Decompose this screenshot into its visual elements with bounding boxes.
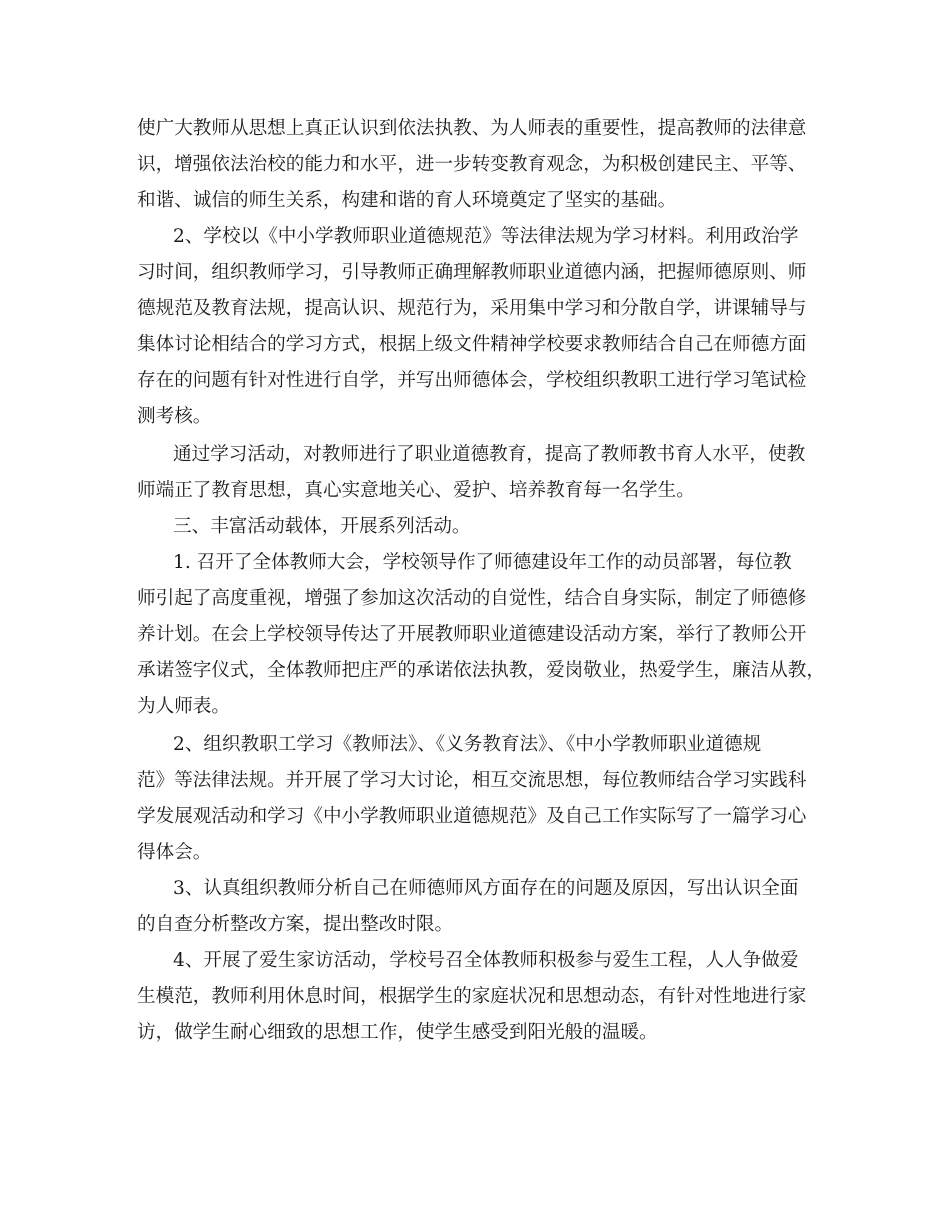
body-text-line: 存在的问题有针对性进行自学，并写出师德体会，学校组织教职工进行学习笔试检	[137, 370, 807, 391]
body-text-line: 识，增强依法治校的能力和水平，进一步转变教育观念，为积极创建民主、平等、	[137, 154, 807, 175]
body-text-line: 习时间，组织教师学习，引导教师正确理解教师职业道德内涵，把握师德原则、师	[137, 262, 807, 283]
body-text-line: 师端正了教育思想，真心实意地关心、爱护、培养教育每一名学生。	[137, 480, 695, 501]
body-text-line: 访，做学生耐心细致的思想工作，使学生感受到阳光般的温暖。	[137, 1022, 658, 1043]
body-text-line: 2、组织教职工学习《教师法》、《义务教育法》、《中小学教师职业道德规	[173, 734, 762, 755]
body-text-line: 承诺签字仪式，全体教师把庄严的承诺依法执教，爱岗敬业，热爱学生，廉洁从教，	[137, 660, 825, 681]
body-text-line: 2、学校以《中小学教师职业道德规范》等法律法规为学习材料。利用政治学	[173, 226, 799, 247]
body-text-line: 的自查分析整改方案，提出整改时限。	[137, 914, 454, 935]
body-text-line: 4、开展了爱生家访活动，学校号召全体教师积极参与爱生工程，人人争做爱	[173, 950, 799, 971]
body-text-line: 为人师表。	[137, 696, 230, 717]
body-text-line: 学发展观活动和学习《中小学教师职业道德规范》及自己工作实际写了一篇学习心	[137, 806, 807, 827]
body-text-line: 范》等法律法规。并开展了学习大讨论，相互交流思想，每位教师结合学习实践科	[137, 770, 807, 791]
body-text-line: 3、认真组织教师分析自己在师德师风方面存在的问题及原因，写出认识全面	[173, 878, 799, 899]
body-text-line: 养计划。在会上学校领导传达了开展教师职业道德建设活动方案，举行了教师公开	[137, 624, 807, 645]
body-text-line: 德规范及教育法规，提高认识、规范行为，采用集中学习和分散自学，讲课辅导与	[137, 298, 807, 319]
body-text-line: 使广大教师从思想上真正认识到依法执教、为人师表的重要性，提高教师的法律意	[137, 118, 807, 139]
section-heading: 三、丰富活动载体，开展系列活动。	[173, 516, 471, 537]
body-text-line: 集体讨论相结合的学习方式，根据上级文件精神学校要求教师结合自己在师德方面	[137, 334, 807, 355]
body-text-line: 生模范，教师利用休息时间，根据学生的家庭状况和思想动态，有针对性地进行家	[137, 986, 807, 1007]
body-text-line: 测考核。	[137, 406, 212, 427]
body-text-line: 通过学习活动，对教师进行了职业道德教育，提高了教师教书育人水平，使教	[173, 444, 806, 465]
body-text-line: 得体会。	[137, 842, 212, 863]
body-text-line: 和谐、诚信的师生关系，构建和谐的育人环境奠定了坚实的基础。	[137, 190, 677, 211]
body-text-line: 师引起了高度重视，增强了参加这次活动的自觉性，结合自身实际，制定了师德修	[137, 588, 807, 609]
body-text-line: 1. 召开了全体教师大会，学校领导作了师德建设年工作的动员部署，每位教	[173, 552, 792, 573]
